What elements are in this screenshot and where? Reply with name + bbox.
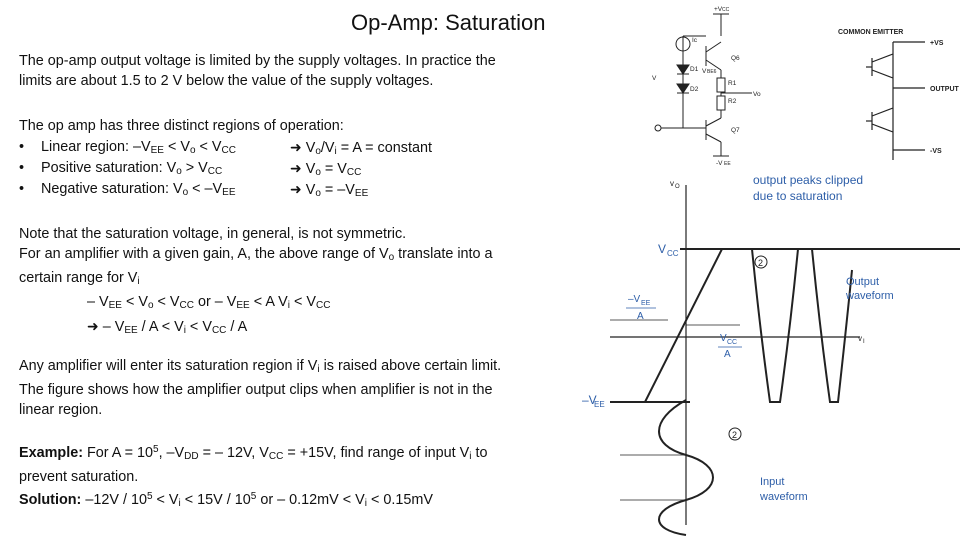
note-text: For an amplifier with a given gain, A, the above range of V	[19, 246, 389, 262]
result-text: V	[305, 182, 316, 198]
result-text: = A = constant	[336, 140, 432, 156]
solution-text: < 0.15mV	[366, 492, 433, 508]
example-text: For A = 10	[83, 445, 153, 461]
sub: CC	[346, 167, 362, 178]
sup: 5	[250, 491, 257, 502]
regions-heading: The op amp has three distinct regions of operation:	[19, 118, 344, 134]
q7-label: Q7	[731, 127, 740, 134]
vcc-label: +V	[714, 6, 723, 13]
note-paragraph	[19, 224, 493, 341]
example-line-2: prevent saturation.	[19, 469, 139, 485]
example-text: = – 12V, V	[198, 445, 269, 461]
vee-sub: EE	[724, 161, 731, 167]
result-text: /V	[320, 140, 335, 156]
ineq-text: < V	[289, 294, 316, 310]
ineq-text: < V	[185, 319, 212, 335]
sub: i	[183, 325, 186, 336]
solution-text: –12V / 10	[81, 492, 147, 508]
sub: EE	[108, 300, 122, 311]
sub: o	[182, 187, 189, 198]
arrow-icon: ➜	[290, 160, 302, 176]
intro-line-2: limits are about 1.5 to 2 V below the value of the supply voltages.	[19, 73, 434, 89]
sub: o	[176, 166, 182, 177]
example-paragraph	[19, 440, 487, 514]
graph-labels	[582, 173, 894, 503]
note-line-1: Note that the saturation voltage, in general, is not symmetric.	[19, 226, 407, 242]
input-wave-label-1: Input	[760, 476, 785, 488]
vs-pos-label: +VS	[930, 40, 944, 47]
figure-area	[575, 0, 960, 540]
result-text: V	[305, 161, 316, 177]
vbe-label: V	[702, 68, 707, 75]
note-text: certain range for V	[19, 270, 138, 286]
bullet: •	[19, 181, 25, 197]
ineq-text: / A	[226, 319, 248, 335]
sat-text: is raised above certain limit.	[319, 358, 502, 374]
output-wave-label-1: Output	[846, 276, 880, 288]
output-stage-circuit	[655, 14, 752, 156]
sub: EE	[222, 187, 236, 198]
sub: i	[334, 146, 337, 157]
arrow-icon: ➜	[290, 181, 302, 197]
result-text: = V	[320, 161, 347, 177]
arrow-icon: ➜	[87, 318, 99, 334]
sub: CC	[268, 451, 284, 462]
sub: o	[388, 252, 395, 263]
sub: i	[364, 498, 367, 509]
annotation-line-2: due to saturation	[753, 189, 843, 203]
neg-ratio-num: –V	[628, 294, 641, 305]
ineq-text: < V	[153, 294, 180, 310]
sub: CC	[315, 300, 331, 311]
slide-title: Op-Amp: Saturation	[351, 10, 546, 35]
vs-neg-label: -VS	[930, 148, 942, 155]
note-text: translate into a	[394, 246, 493, 262]
result-text: = –V	[320, 182, 355, 198]
inequality-2	[19, 316, 493, 341]
vee-graph-sub: EE	[594, 400, 605, 409]
output-label: OUTPUT	[930, 86, 959, 93]
sat-text: Any amplifier will enter its saturation region if V	[19, 358, 318, 374]
ineq-text: – V	[98, 319, 125, 335]
intro-text	[19, 51, 496, 91]
sub: EE	[124, 325, 138, 336]
d2-label: D2	[690, 86, 699, 93]
sub: CC	[179, 300, 194, 311]
example-text: , –V	[158, 445, 185, 461]
result-text: V	[305, 140, 316, 156]
marker-label: 2	[732, 430, 738, 440]
sub: i	[287, 300, 290, 311]
solution-line	[19, 487, 487, 514]
sub: EE	[354, 188, 369, 199]
region-label: Negative saturation: V	[41, 181, 183, 197]
region-label: Linear region: –V	[41, 139, 151, 155]
vcc-sub: CC	[722, 7, 730, 13]
sup: 5	[146, 491, 153, 502]
ce-title: COMMON EMITTER	[838, 29, 904, 36]
sub: o	[315, 146, 321, 157]
solution-text: < V	[152, 492, 179, 508]
common-emitter-circuit	[866, 42, 925, 160]
vcc-graph-sub: CC	[667, 249, 679, 258]
vee-graph-label: –V	[582, 393, 597, 407]
sub: o	[315, 188, 321, 199]
saturation-paragraph	[19, 356, 501, 420]
sat-line-1	[19, 356, 501, 380]
transfer-graph	[610, 185, 960, 535]
output-waveform	[738, 249, 852, 402]
sub: CC	[221, 145, 236, 156]
vi-axis-sub: I	[863, 339, 865, 345]
pos-ratio-sub: CC	[727, 339, 738, 346]
sub: i	[469, 451, 472, 462]
region-text: < V	[163, 139, 190, 155]
ineq-text: < A V	[249, 294, 288, 310]
note-line-3	[19, 268, 493, 292]
sub: EE	[150, 145, 164, 156]
vo-axis-label: v	[670, 179, 674, 188]
ineq-text: or – V	[193, 294, 237, 310]
vee-label: -V	[716, 160, 723, 167]
ineq-text: – V	[87, 294, 109, 310]
ic-label: Ic	[692, 37, 698, 44]
region-text: < V	[195, 139, 222, 155]
ineq-text: < V	[121, 294, 148, 310]
sub: i	[178, 498, 181, 509]
arrow-icon: ➜	[290, 139, 302, 155]
sat-line-2: The figure shows how the amplifier output clips when amplifier is not in the	[19, 382, 493, 398]
sub: EE	[236, 300, 250, 311]
region-text: > V	[181, 160, 208, 176]
intro-line-1: The op-amp output voltage is limited by the supply voltages. In practice the	[19, 53, 496, 69]
ce-labels	[838, 29, 960, 155]
r1-label: R1	[728, 80, 737, 87]
example-text: = +15V, find range of input V	[283, 445, 470, 461]
q6-label: Q6	[731, 55, 740, 62]
annotation-line-1: output peaks clipped	[753, 173, 864, 187]
solution-text: < 15V / 10	[180, 492, 251, 508]
example-text: to	[471, 445, 488, 461]
marker-label: 2	[758, 258, 764, 268]
sub: o	[315, 167, 321, 178]
sat-line-3: linear region.	[19, 402, 103, 418]
region-label: Positive saturation: V	[41, 160, 177, 176]
sub: o	[147, 300, 154, 311]
sub: i	[317, 364, 320, 375]
neg-ratio-sub: EE	[641, 300, 651, 307]
example-label: Example:	[19, 445, 83, 461]
solution-text: or – 0.12mV < V	[256, 492, 365, 508]
solution-label: Solution:	[19, 492, 82, 508]
output-wave-label-2: waveform	[846, 290, 894, 302]
input-wave-label-2: waveform	[760, 491, 808, 503]
region-text: < –V	[188, 181, 223, 197]
vo-label: Vo	[753, 91, 761, 98]
vbias-label: V	[652, 75, 657, 82]
sub: CC	[211, 325, 227, 336]
d1-label: D1	[690, 66, 699, 73]
region-negative-result	[290, 179, 368, 204]
inequality-1	[19, 292, 493, 316]
sub: i	[137, 276, 140, 287]
bullet: •	[19, 139, 25, 155]
sub: CC	[207, 166, 223, 177]
circuit-labels	[652, 6, 761, 167]
vbe-sub: BE6	[707, 69, 717, 75]
pos-ratio-num: V	[720, 333, 727, 344]
bullet: •	[19, 160, 25, 176]
ineq-text: / A < V	[137, 319, 184, 335]
sup: 5	[153, 444, 159, 455]
pos-ratio-den: A	[724, 349, 731, 360]
transfer-curve	[612, 249, 960, 402]
sub: o	[189, 145, 196, 156]
vi-axis-label: v	[858, 334, 862, 343]
sub: DD	[184, 451, 199, 462]
region-negative	[19, 179, 236, 203]
vcc-graph-label: V	[658, 242, 667, 256]
vo-axis-sub: O	[675, 184, 680, 190]
note-line-2	[19, 244, 493, 268]
r2-label: R2	[728, 98, 737, 105]
neg-ratio-den: A	[637, 311, 644, 322]
example-line-1	[19, 440, 487, 467]
